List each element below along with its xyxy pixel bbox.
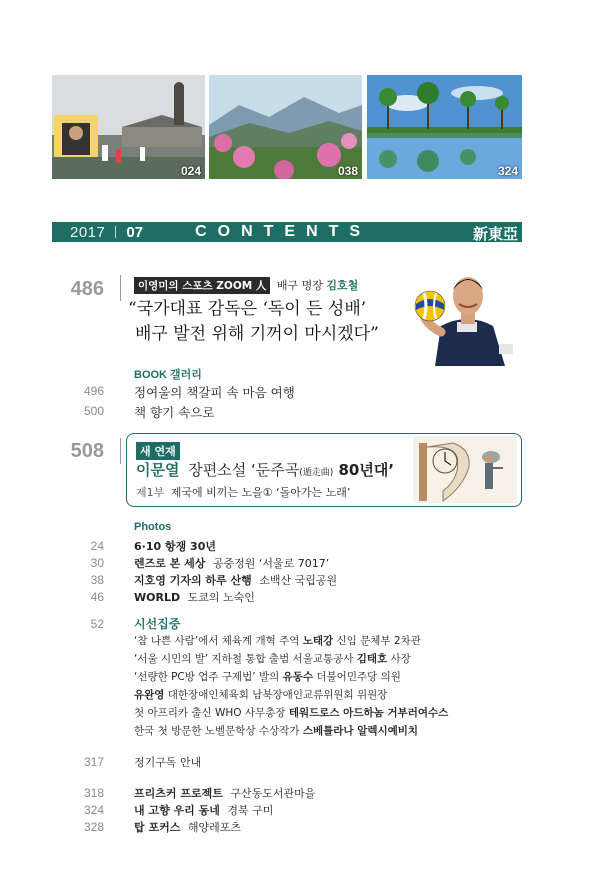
focus-item-text: 더불어민주당 의원 <box>313 671 401 683</box>
photos-section-label: Photos <box>134 521 172 533</box>
ad-item-rest: 구산동도서관마을 <box>230 787 316 800</box>
photos-item-page: 46 <box>90 590 104 604</box>
subscription-page: 317 <box>83 755 104 769</box>
ad-item-lead: 탑 포커스 <box>134 821 181 834</box>
new-serial-tag: 새 연재 <box>136 442 180 460</box>
focus-item-person: 유완영 <box>134 689 165 701</box>
serial-author: 이문열 <box>136 461 180 479</box>
photos-item-lead: 6·10 항쟁 30년 <box>134 540 216 553</box>
focus-item[interactable] <box>134 651 411 666</box>
photos-item-rest: 공중정원 ‘서울로 7017’ <box>212 557 330 570</box>
photos-item[interactable] <box>134 555 329 571</box>
magazine-brand: 新東亞 <box>472 225 518 243</box>
issue-month: 07 <box>126 223 144 241</box>
focus-item[interactable] <box>134 687 387 702</box>
featured-page-number: 486 <box>70 278 104 300</box>
featured-subject-prefix: 배구 명장 <box>276 279 323 292</box>
photos-item[interactable] <box>134 572 337 588</box>
photos-item-page: 30 <box>90 556 104 570</box>
ad-item-lead: 프리츠커 프로젝트 <box>134 787 223 800</box>
subscription-title[interactable]: 정기구독 안내 <box>134 756 202 769</box>
focus-item-text: 신임 문체부 2차관 <box>333 635 421 647</box>
focus-item[interactable] <box>134 705 448 720</box>
featured-headline-line1[interactable]: “국가대표 감독은 ‘독이 든 성배’ <box>128 299 367 319</box>
featured-subject-name: 김호철 <box>326 279 359 292</box>
focus-item[interactable] <box>134 633 421 648</box>
ad-item-page: 318 <box>83 786 104 800</box>
column-divider <box>120 438 121 464</box>
featured-column-tag: 이영미의 스포츠 ZOOM 人 <box>134 277 270 294</box>
photos-item-page: 24 <box>90 539 104 553</box>
focus-item-person: 유동수 <box>282 671 314 683</box>
focus-item[interactable] <box>134 723 418 738</box>
photos-item-lead: 지호영 기자의 하루 산행 <box>134 574 252 587</box>
ad-item-rest: 경북 구미 <box>227 804 274 817</box>
contents-banner <box>52 222 522 242</box>
focus-item-text: 대한장애인체육회 남북장애인교류위원회 위원장 <box>164 689 388 701</box>
issue-year: 2017 <box>70 223 106 241</box>
focus-item-person: 스베틀라나 알렉시예비치 <box>302 725 419 737</box>
photo-azalea-mountain <box>209 75 362 179</box>
ad-item-page: 324 <box>83 803 104 817</box>
photo-page-number: 038 <box>337 164 358 178</box>
serial-page-number: 508 <box>70 440 104 462</box>
melting-clock-illustration <box>413 437 517 503</box>
photo-page-number: 024 <box>180 164 201 178</box>
focus-item-person: 테워드로스 아드하놈 거부러여수스 <box>288 707 449 719</box>
ad-item-page: 328 <box>83 820 104 834</box>
photos-item-lead: WORLD <box>134 591 181 604</box>
ad-item[interactable] <box>134 785 315 801</box>
book-item-page: 496 <box>83 384 104 398</box>
featured-headline-line2[interactable]: 배구 발전 위해 기꺼이 마시겠다” <box>135 324 379 344</box>
focus-item-text: ‘서울 시민의 발’ 지하철 통합 출범 서울교통공사 <box>134 653 357 665</box>
focus-item-text: 한국 첫 방문한 노벨문학상 수상작가 <box>134 725 303 737</box>
focus-item-text: ‘선량한 PC방 업주 구제법’ 발의 <box>134 671 283 683</box>
serial-title-end: 80년대’ <box>333 461 395 479</box>
serial-subtitle <box>136 484 350 500</box>
book-item-title[interactable]: 책 향기 속으로 <box>134 405 215 420</box>
column-divider <box>120 275 121 301</box>
featured-tagline[interactable] <box>134 277 358 294</box>
focus-item-person: 노태강 <box>302 635 334 647</box>
photos-item-rest: 소백산 국립공원 <box>259 574 338 587</box>
focus-item-text: 첫 아프리카 출신 WHO 사무총장 <box>134 707 289 719</box>
serial-subtitle-text: 제국에 비끼는 노을① ‘돌아가는 노래’ <box>170 486 351 499</box>
serial-title <box>136 459 394 480</box>
focus-item-text: ‘참 나쁜 사람’에서 체육계 개혁 주역 <box>134 635 303 647</box>
serial-novel-box[interactable] <box>126 433 522 507</box>
banner-divider <box>115 226 116 238</box>
focus-section-label: 시선집중 <box>134 617 181 631</box>
photos-item-rest: 도쿄의 노숙인 <box>187 591 255 604</box>
photo-page-number: 324 <box>497 164 518 178</box>
ad-item[interactable] <box>134 802 273 818</box>
serial-title-mid: 장편소설 ‘둔주곡 <box>188 461 300 479</box>
photos-item[interactable] <box>134 538 220 554</box>
photos-item-lead: 렌즈로 본 세상 <box>134 557 206 570</box>
ad-item-rest: 해양레포츠 <box>187 821 241 834</box>
photo-statue-crowd <box>52 75 205 179</box>
focus-item-person: 김태호 <box>356 653 388 665</box>
focus-section-page: 52 <box>90 617 104 631</box>
book-section-label: BOOK 갤러리 <box>134 369 202 381</box>
photos-item[interactable] <box>134 589 255 605</box>
serial-part: 제1부 <box>136 486 165 499</box>
serial-title-paren: (遁走曲) <box>299 468 334 478</box>
book-item-page: 500 <box>83 404 104 418</box>
photos-item-page: 38 <box>90 573 104 587</box>
ad-item-lead: 내 고향 우리 동네 <box>134 804 220 817</box>
focus-item[interactable] <box>134 669 401 684</box>
contents-title: CONTENTS <box>195 223 372 240</box>
ad-item[interactable] <box>134 819 241 835</box>
focus-item-text: 사장 <box>387 653 411 665</box>
photo-tree-road-reflection <box>367 75 522 179</box>
book-item-title[interactable]: 정여울의 책갈피 속 마음 여행 <box>134 385 295 400</box>
volleyball-icon <box>414 290 446 322</box>
